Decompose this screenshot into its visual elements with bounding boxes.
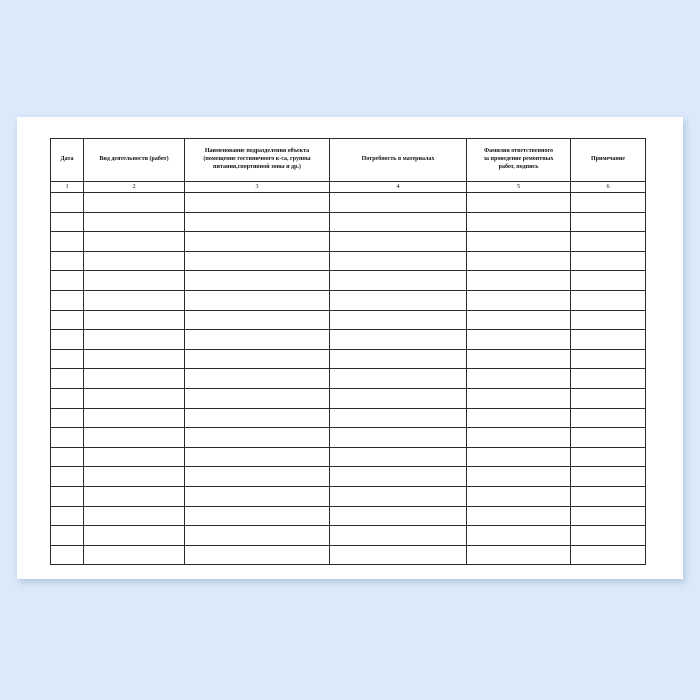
cell-notes[interactable] xyxy=(571,408,646,428)
cell-subdivision[interactable] xyxy=(185,428,330,448)
cell-subdivision[interactable] xyxy=(185,193,330,213)
cell-materials[interactable] xyxy=(330,467,467,487)
cell-activity[interactable] xyxy=(84,447,185,467)
cell-subdivision[interactable] xyxy=(185,408,330,428)
cell-date[interactable] xyxy=(51,506,84,526)
table-row[interactable] xyxy=(51,545,646,565)
cell-responsible[interactable] xyxy=(467,349,571,369)
cell-date[interactable] xyxy=(51,251,84,271)
table-row[interactable] xyxy=(51,251,646,271)
cell-notes[interactable] xyxy=(571,486,646,506)
table-row[interactable] xyxy=(51,388,646,408)
table-row[interactable] xyxy=(51,486,646,506)
column-number: 1 xyxy=(51,182,84,193)
cell-date[interactable] xyxy=(51,193,84,213)
header-line: Потребность в материалах xyxy=(361,156,435,163)
table-row[interactable] xyxy=(51,447,646,467)
table-container xyxy=(50,138,645,565)
cell-subdivision[interactable] xyxy=(185,447,330,467)
cell-notes[interactable] xyxy=(571,388,646,408)
cell-date[interactable] xyxy=(51,486,84,506)
cell-date[interactable] xyxy=(51,526,84,546)
cell-subdivision[interactable] xyxy=(185,330,330,350)
column-number-row xyxy=(51,182,646,193)
cell-materials[interactable] xyxy=(330,545,467,565)
cell-notes[interactable] xyxy=(571,467,646,487)
cell-subdivision[interactable] xyxy=(185,251,330,271)
table-row[interactable] xyxy=(51,212,646,232)
cell-activity[interactable] xyxy=(84,212,185,232)
cell-materials[interactable] xyxy=(330,428,467,448)
cell-responsible[interactable] xyxy=(467,310,571,330)
column-header-date xyxy=(51,139,84,182)
header-row xyxy=(51,139,646,182)
cell-responsible[interactable] xyxy=(467,232,571,252)
cell-notes[interactable] xyxy=(571,428,646,448)
cell-date[interactable] xyxy=(51,467,84,487)
cell-notes[interactable] xyxy=(571,545,646,565)
header-line: Вид деятельности (работ) xyxy=(99,156,169,163)
table-row[interactable] xyxy=(51,467,646,487)
cell-materials[interactable] xyxy=(330,330,467,350)
cell-notes[interactable] xyxy=(571,349,646,369)
table-row[interactable] xyxy=(51,232,646,252)
cell-materials[interactable] xyxy=(330,388,467,408)
cell-responsible[interactable] xyxy=(467,388,571,408)
cell-subdivision[interactable] xyxy=(185,232,330,252)
column-header-subdivision xyxy=(185,139,330,182)
cell-notes[interactable] xyxy=(571,212,646,232)
cell-notes[interactable] xyxy=(571,232,646,252)
cell-activity[interactable] xyxy=(84,408,185,428)
cell-date[interactable] xyxy=(51,545,84,565)
table-row[interactable] xyxy=(51,349,646,369)
cell-responsible[interactable] xyxy=(467,290,571,310)
cell-materials[interactable] xyxy=(330,369,467,389)
header-line: Примечание xyxy=(590,156,626,163)
cell-activity[interactable] xyxy=(84,428,185,448)
cell-responsible[interactable] xyxy=(467,506,571,526)
column-number: 6 xyxy=(571,182,646,193)
cell-materials[interactable] xyxy=(330,212,467,232)
cell-responsible[interactable] xyxy=(467,212,571,232)
cell-materials[interactable] xyxy=(330,290,467,310)
cell-materials[interactable] xyxy=(330,486,467,506)
cell-activity[interactable] xyxy=(84,310,185,330)
cell-subdivision[interactable] xyxy=(185,369,330,389)
cell-subdivision[interactable] xyxy=(185,349,330,369)
cell-materials[interactable] xyxy=(330,526,467,546)
column-number: 2 xyxy=(84,182,185,193)
column-number: 4 xyxy=(330,182,467,193)
cell-date[interactable] xyxy=(51,447,84,467)
cell-activity[interactable] xyxy=(84,467,185,487)
cell-materials[interactable] xyxy=(330,271,467,291)
cell-materials[interactable] xyxy=(330,408,467,428)
cell-materials[interactable] xyxy=(330,349,467,369)
cell-notes[interactable] xyxy=(571,310,646,330)
cell-activity[interactable] xyxy=(84,232,185,252)
table-row[interactable] xyxy=(51,193,646,213)
cell-responsible[interactable] xyxy=(467,369,571,389)
table-row[interactable] xyxy=(51,330,646,350)
cell-activity[interactable] xyxy=(84,251,185,271)
column-header-activity xyxy=(84,139,185,182)
cell-subdivision[interactable] xyxy=(185,545,330,565)
cell-materials[interactable] xyxy=(330,447,467,467)
cell-activity[interactable] xyxy=(84,388,185,408)
cell-responsible[interactable] xyxy=(467,271,571,291)
table-row[interactable] xyxy=(51,526,646,546)
cell-responsible[interactable] xyxy=(467,428,571,448)
header-line: Дата xyxy=(60,156,74,163)
cell-materials[interactable] xyxy=(330,193,467,213)
table-row[interactable] xyxy=(51,408,646,428)
cell-date[interactable] xyxy=(51,369,84,389)
column-header-materials xyxy=(330,139,467,182)
journal-table xyxy=(50,138,646,565)
cell-activity[interactable] xyxy=(84,290,185,310)
column-header-notes xyxy=(571,139,646,182)
cell-date[interactable] xyxy=(51,349,84,369)
table-header xyxy=(51,139,646,193)
cell-subdivision[interactable] xyxy=(185,388,330,408)
cell-notes[interactable] xyxy=(571,193,646,213)
cell-activity[interactable] xyxy=(84,271,185,291)
header-line: Наименование подразделения объекта xyxy=(204,148,310,155)
cell-date[interactable] xyxy=(51,212,84,232)
cell-activity[interactable] xyxy=(84,486,185,506)
table-row[interactable] xyxy=(51,506,646,526)
cell-activity[interactable] xyxy=(84,349,185,369)
header-line: Фамилия ответственного xyxy=(483,148,554,155)
cell-materials[interactable] xyxy=(330,506,467,526)
cell-date[interactable] xyxy=(51,290,84,310)
cell-subdivision[interactable] xyxy=(185,486,330,506)
cell-activity[interactable] xyxy=(84,526,185,546)
cell-notes[interactable] xyxy=(571,251,646,271)
cell-subdivision[interactable] xyxy=(185,310,330,330)
cell-subdivision[interactable] xyxy=(185,212,330,232)
header-line: (помещение гостиничного к-са, группы xyxy=(203,156,311,163)
table-row[interactable] xyxy=(51,369,646,389)
cell-date[interactable] xyxy=(51,408,84,428)
cell-notes[interactable] xyxy=(571,526,646,546)
cell-notes[interactable] xyxy=(571,271,646,291)
table-row[interactable] xyxy=(51,271,646,291)
cell-subdivision[interactable] xyxy=(185,290,330,310)
column-number: 3 xyxy=(185,182,330,193)
cell-date[interactable] xyxy=(51,330,84,350)
cell-responsible[interactable] xyxy=(467,447,571,467)
header-line: за проведение ремонтных xyxy=(483,156,554,163)
cell-responsible[interactable] xyxy=(467,545,571,565)
cell-date[interactable] xyxy=(51,232,84,252)
cell-subdivision[interactable] xyxy=(185,271,330,291)
cell-materials[interactable] xyxy=(330,232,467,252)
cell-activity[interactable] xyxy=(84,330,185,350)
table-row[interactable] xyxy=(51,290,646,310)
column-number: 5 xyxy=(467,182,571,193)
cell-responsible[interactable] xyxy=(467,193,571,213)
table-row[interactable] xyxy=(51,428,646,448)
header-line: питания,спортивной зоны и др.) xyxy=(213,163,301,170)
cell-subdivision[interactable] xyxy=(185,526,330,546)
cell-responsible[interactable] xyxy=(467,251,571,271)
paper-sheet xyxy=(17,117,683,579)
cell-activity[interactable] xyxy=(84,193,185,213)
header-line: работ, подпись xyxy=(498,163,539,170)
cell-materials[interactable] xyxy=(330,310,467,330)
table-body xyxy=(51,193,646,565)
column-header-responsible xyxy=(467,139,571,182)
cell-notes[interactable] xyxy=(571,447,646,467)
cell-responsible[interactable] xyxy=(467,330,571,350)
cell-date[interactable] xyxy=(51,271,84,291)
table-row[interactable] xyxy=(51,310,646,330)
cell-notes[interactable] xyxy=(571,506,646,526)
cell-activity[interactable] xyxy=(84,545,185,565)
cell-materials[interactable] xyxy=(330,251,467,271)
cell-responsible[interactable] xyxy=(467,526,571,546)
cell-responsible[interactable] xyxy=(467,486,571,506)
cell-date[interactable] xyxy=(51,310,84,330)
cell-notes[interactable] xyxy=(571,330,646,350)
cell-notes[interactable] xyxy=(571,369,646,389)
cell-responsible[interactable] xyxy=(467,408,571,428)
cell-date[interactable] xyxy=(51,388,84,408)
cell-activity[interactable] xyxy=(84,506,185,526)
cell-notes[interactable] xyxy=(571,290,646,310)
cell-responsible[interactable] xyxy=(467,467,571,487)
cell-date[interactable] xyxy=(51,428,84,448)
cell-subdivision[interactable] xyxy=(185,467,330,487)
cell-subdivision[interactable] xyxy=(185,506,330,526)
cell-activity[interactable] xyxy=(84,369,185,389)
